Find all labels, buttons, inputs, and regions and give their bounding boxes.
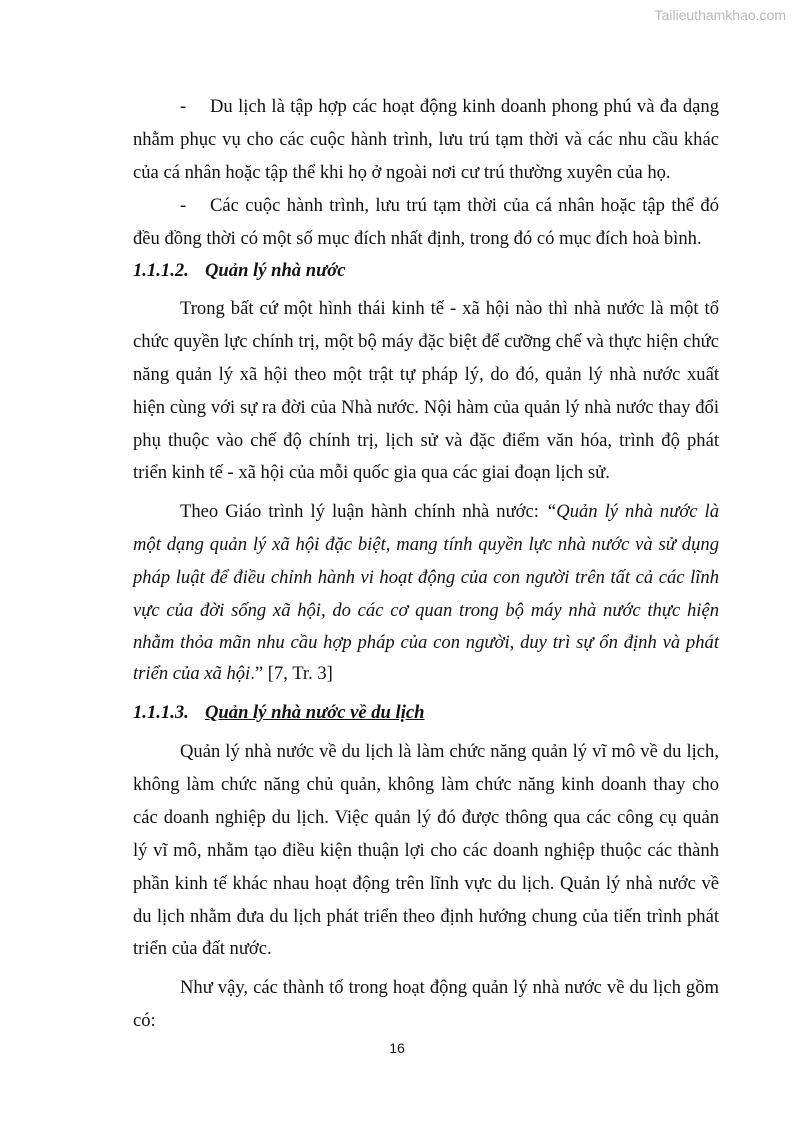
- quote-line: pháp luật để điều chỉnh hành vi hoạt động của con người trên tất cả các lĩnh: [133, 567, 719, 588]
- paragraph-line: không làm chức năng chủ quản, không làm chức năng kinh doanh thay cho: [133, 774, 719, 795]
- bullet-dash: -: [180, 96, 187, 117]
- bullet-1-line-2: nhằm phục vụ cho các cuộc hành trình, lưu trú tạm thời và các nhu cầu khác: [133, 129, 719, 150]
- citation: .” [7, Tr. 3]: [250, 663, 333, 684]
- section-heading-1-1-1-3: 1.1.1.3. Quản lý nhà nước về du lịch: [133, 702, 425, 723]
- paragraph-line: Trong bất cứ một hình thái kinh tế - xã hội nào thì nhà nước là một tổ: [180, 298, 719, 319]
- quote-line-last: triển của xã hội.” [7, Tr. 3]: [133, 663, 333, 684]
- quote-line: nhằm thỏa mãn nhu cầu hợp pháp của con người, duy trì sự ổn định và phát: [133, 632, 719, 653]
- bullet-2-line-2: đều đồng thời có một số mục đích nhất định, trong đó có mục đích hoà bình.: [133, 228, 702, 249]
- bullet-1-line-3: của cá nhân hoặc tập thể khi họ ở ngoài nơi cư trú thường xuyên của họ.: [133, 162, 671, 183]
- quote-line-first: Theo Giáo trình lý luận hành chính nhà nước: “Quản lý nhà nước là: [180, 501, 720, 522]
- section-heading-1-1-1-2: 1.1.1.2. Quản lý nhà nước: [133, 260, 346, 281]
- paragraph-line: phụ thuộc vào chế độ chính trị, lịch sử và đặc điểm văn hóa, trình độ phát: [133, 430, 719, 451]
- paragraph-line: các doanh nghiệp du lịch. Việc quản lý đó được thông qua các công cụ quản: [133, 807, 719, 828]
- paragraph-line: du lịch nhằm đưa du lịch phát triển theo định hướng chung của tiến trình phát: [133, 906, 719, 927]
- paragraph-line: hiện cùng với sự ra đời của Nhà nước. Nội hàm của quản lý nhà nước thay đổi: [133, 397, 719, 418]
- watermark: Tailieuthamkhao.com: [654, 7, 786, 23]
- bullet-1-line-1: - Du lịch là tập hợp các hoạt động kinh doanh phong phú và đa dạng: [180, 96, 719, 117]
- bullet-2-line-1: - Các cuộc hành trình, lưu trú tạm thời của cá nhân hoặc tập thể đó: [180, 195, 719, 216]
- page-number: 16: [389, 1040, 405, 1056]
- paragraph-line: phần kinh tế khác nhau hoạt động trên lĩnh vực du lịch. Quản lý nhà nước về: [133, 873, 719, 894]
- paragraph-line: Quản lý nhà nước về du lịch là làm chức năng quản lý vĩ mô về du lịch,: [180, 741, 719, 762]
- paragraph-line: năng quản lý xã hội theo một trật tự pháp lý, do đó, quản lý nhà nước xuất: [133, 364, 719, 385]
- quote-line: một dạng quản lý xã hội đặc biệt, mang tính quyền lực nhà nước và sử dụng: [133, 534, 719, 555]
- bullet-dash: -: [180, 195, 187, 216]
- paragraph-line: Như vậy, các thành tố trong hoạt động quản lý nhà nước về du lịch gồm: [180, 977, 719, 998]
- quote-line: vực của đời sống xã hội, do các cơ quan trong bộ máy nhà nước thực hiện: [133, 600, 719, 621]
- paragraph-line: triển kinh tế - xã hội của mỗi quốc gia qua các giai đoạn lịch sử.: [133, 462, 610, 483]
- paragraph-line: chức quyền lực chính trị, một bộ máy đặc biệt để cưỡng chế và thực hiện chức: [133, 331, 719, 352]
- paragraph-line: có:: [133, 1010, 156, 1031]
- paragraph-line: triển của đất nước.: [133, 938, 272, 959]
- paragraph-line: lý vĩ mô, nhằm tạo điều kiện thuận lợi cho các doanh nghiệp thuộc các thành: [133, 840, 719, 861]
